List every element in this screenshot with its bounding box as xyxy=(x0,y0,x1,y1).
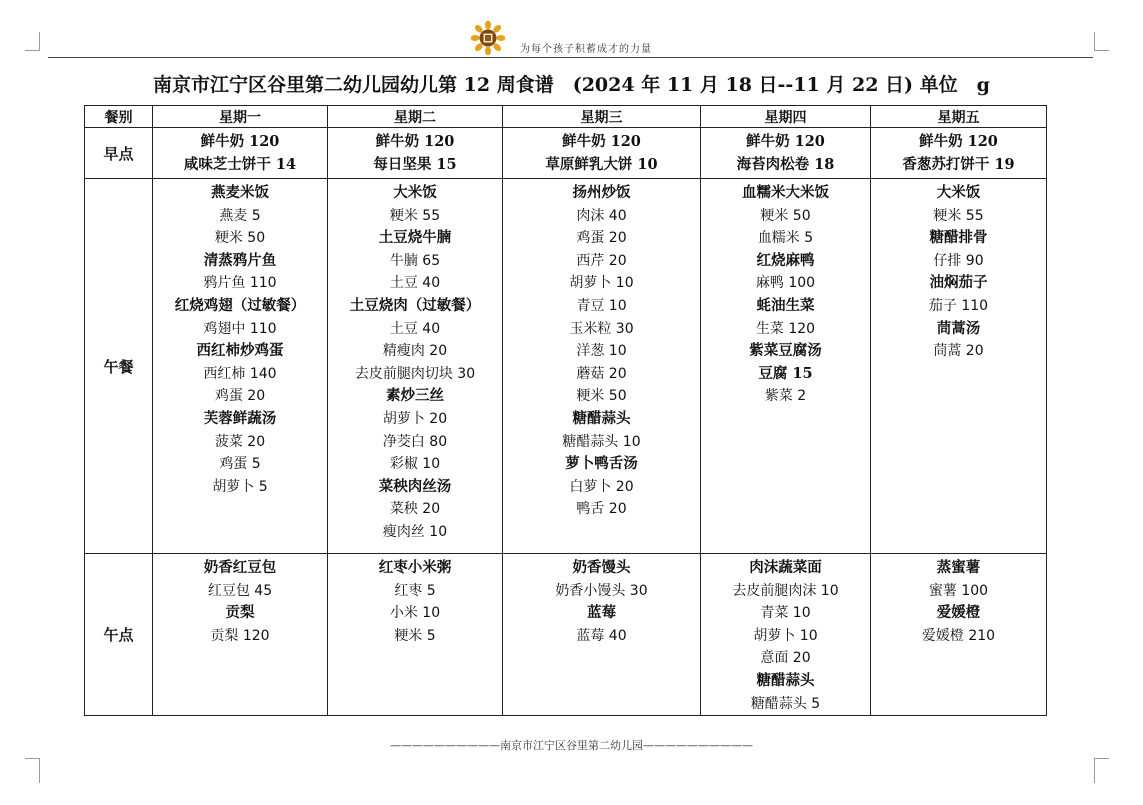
ingredient-line: 胡萝卜 5 xyxy=(212,478,268,495)
dish-name: 蓝莓 xyxy=(587,604,616,622)
cell-snack-monday xyxy=(153,554,328,716)
header-tuesday: 星期二 xyxy=(328,106,503,128)
cell-snack-friday xyxy=(871,554,1047,716)
dish-name: 清蒸鸦片鱼 xyxy=(203,251,277,269)
ingredient-line: 奶香小馒头 30 xyxy=(555,582,648,599)
dish-name: 肉沫蔬菜面 xyxy=(749,559,822,576)
dish-name: 芙蓉鲜蔬汤 xyxy=(203,409,277,427)
ingredient-line: 青豆 10 xyxy=(576,297,627,314)
dish-name: 每日坚果 15 xyxy=(373,155,457,173)
dish-name: 茼蒿汤 xyxy=(936,319,981,337)
dish-name: 扬州炒饭 xyxy=(572,184,631,201)
cell-lunch-wednesday xyxy=(503,179,701,554)
row-lunch xyxy=(85,179,1047,554)
cell-breakfast-wednesday xyxy=(503,128,701,179)
ingredient-line: 胡萝卜 20 xyxy=(382,410,448,427)
ingredient-line: 蓝莓 40 xyxy=(576,627,627,644)
ingredient-line: 糖醋蒜头 5 xyxy=(750,695,821,712)
meal-label-breakfast: 早点 xyxy=(85,128,153,179)
ingredient-line: 燕麦 5 xyxy=(219,207,261,224)
dish-name: 萝卜鸭舌汤 xyxy=(565,455,638,473)
ingredient-line: 粳米 50 xyxy=(214,230,266,247)
row-afternoon-snack xyxy=(85,554,1047,716)
ingredient-line: 麻鸭 100 xyxy=(755,275,816,292)
ingredient-line: 鸭舌 20 xyxy=(576,501,627,518)
ingredient-line: 玉米粒 30 xyxy=(569,320,634,337)
crop-mark-top-left xyxy=(25,32,40,51)
header-row xyxy=(85,106,1047,128)
dish-name: 鲜牛奶 120 xyxy=(562,133,641,150)
ingredient-line: 胡萝卜 10 xyxy=(569,275,634,292)
crop-mark-bottom-left xyxy=(25,758,40,783)
ingredient-line: 菠菜 20 xyxy=(214,433,266,450)
page-footer: ——————————南京市江宁区谷里第二幼儿园—————————— xyxy=(390,739,753,752)
ingredient-line: 西芹 20 xyxy=(576,252,627,269)
ingredient-line: 意面 20 xyxy=(760,650,811,667)
ingredient-line: 去皮前腿肉沫 10 xyxy=(732,582,839,599)
ingredient-line: 鸡翅中 110 xyxy=(203,320,277,337)
dish-name: 鲜牛奶 120 xyxy=(375,133,455,150)
ingredient-line: 仔排 90 xyxy=(933,252,984,269)
cell-lunch-friday xyxy=(871,179,1047,554)
dish-name: 菜秧肉丝汤 xyxy=(378,477,452,495)
page-title: 南京市江宁区谷里第二幼儿园幼儿第 12 周食谱 (2024 年 11 月 18 日--11 月 22 日) 单位 g xyxy=(153,74,990,96)
dish-name: 奶香馒头 xyxy=(572,559,631,576)
row-breakfast xyxy=(85,128,1047,179)
ingredient-line: 粳米 55 xyxy=(389,207,441,224)
ingredient-line: 糖醋蒜头 10 xyxy=(562,433,641,450)
dish-name: 蒸蜜薯 xyxy=(936,559,981,576)
ingredient-line: 土豆 40 xyxy=(389,320,441,337)
crop-mark-bottom-right xyxy=(1094,758,1109,783)
ingredient-line: 小米 10 xyxy=(389,605,441,622)
header-friday: 星期五 xyxy=(871,106,1047,128)
dish-name: 蚝油生菜 xyxy=(756,296,815,314)
dish-name: 燕麦米饭 xyxy=(211,184,269,201)
dish-name: 糖醋蒜头 xyxy=(756,671,815,689)
dish-name: 油焖茄子 xyxy=(929,274,988,292)
dish-name: 贡梨 xyxy=(225,604,255,622)
sunflower-logo-icon xyxy=(471,21,505,55)
dish-name: 土豆烧牛腩 xyxy=(378,229,452,247)
header-thursday: 星期四 xyxy=(701,106,871,128)
cell-snack-tuesday xyxy=(328,554,503,716)
ingredient-line: 白萝卜 20 xyxy=(569,478,634,495)
ingredient-line: 鸡蛋 20 xyxy=(214,388,266,405)
meal-label-lunch: 午餐 xyxy=(85,179,153,554)
cell-breakfast-monday xyxy=(153,128,328,179)
dish-name: 奶香红豆包 xyxy=(203,559,277,576)
ingredient-line: 净茭白 80 xyxy=(382,433,448,450)
dish-name: 糖醋排骨 xyxy=(929,229,988,247)
ingredient-line: 去皮前腿肉切块 30 xyxy=(354,365,476,382)
header-wednesday: 星期三 xyxy=(503,106,701,128)
cell-breakfast-tuesday xyxy=(328,128,503,179)
ingredient-line: 菜秧 20 xyxy=(389,501,441,518)
ingredient-line: 粳米 50 xyxy=(576,388,627,405)
dish-name: 红枣小米粥 xyxy=(378,559,452,576)
dish-name: 素炒三丝 xyxy=(386,387,444,405)
ingredient-line: 鸦片鱼 110 xyxy=(203,275,277,292)
dish-name: 土豆烧肉（过敏餐） xyxy=(349,296,481,314)
dish-name: 红烧鸡翅（过敏餐） xyxy=(174,296,306,314)
dish-name: 红烧麻鸭 xyxy=(756,251,815,269)
ingredient-line: 鸡蛋 5 xyxy=(219,456,261,473)
dish-name: 大米饭 xyxy=(936,184,981,201)
cell-lunch-monday xyxy=(153,179,328,554)
cell-snack-thursday xyxy=(701,554,871,716)
ingredient-line: 粳米 5 xyxy=(394,627,436,644)
dish-name: 鲜牛奶 120 xyxy=(919,133,998,150)
dish-name: 豆腐 15 xyxy=(758,364,813,382)
dish-name: 糖醋蒜头 xyxy=(572,409,631,427)
dish-name: 香葱苏打饼干 19 xyxy=(902,155,1015,173)
ingredient-line: 粳米 55 xyxy=(933,207,984,224)
ingredient-line: 紫菜 2 xyxy=(764,388,807,405)
header-monday: 星期一 xyxy=(153,106,328,128)
ingredient-line: 血糯米 5 xyxy=(757,230,814,247)
ingredient-line: 茼蒿 20 xyxy=(933,343,984,360)
dish-name: 鲜牛奶 120 xyxy=(746,133,825,150)
dish-name: 西红柿炒鸡蛋 xyxy=(196,342,284,360)
header-divider xyxy=(48,57,1093,58)
dish-name: 大米饭 xyxy=(393,184,437,201)
cell-breakfast-friday xyxy=(871,128,1047,179)
ingredient-line: 胡萝卜 10 xyxy=(753,627,818,644)
ingredient-line: 土豆 40 xyxy=(389,275,441,292)
header-meal-type: 餐别 xyxy=(85,106,153,128)
ingredient-line: 鸡蛋 20 xyxy=(576,230,627,247)
ingredient-line: 青菜 10 xyxy=(760,605,811,622)
dish-name: 草原鲜乳大饼 10 xyxy=(545,155,658,173)
dish-name: 鲜牛奶 120 xyxy=(200,133,280,150)
ingredient-line: 蘑菇 20 xyxy=(576,365,627,382)
ingredient-line: 精瘦肉 20 xyxy=(382,343,448,360)
ingredient-line: 牛腩 65 xyxy=(389,252,441,269)
ingredient-line: 彩椒 10 xyxy=(389,456,441,473)
ingredient-line: 肉沫 40 xyxy=(576,207,627,224)
header-slogan: 为每个孩子积蓄成才的力量 xyxy=(520,44,652,55)
ingredient-line: 贡梨 120 xyxy=(210,627,270,644)
ingredient-line: 红枣 5 xyxy=(394,582,436,599)
ingredient-line: 洋葱 10 xyxy=(576,343,627,360)
crop-mark-top-right xyxy=(1094,32,1109,51)
ingredient-line: 瘦肉丝 10 xyxy=(382,523,448,540)
cell-snack-wednesday xyxy=(503,554,701,716)
menu-table xyxy=(84,105,1047,716)
dish-name: 血糯米大米饭 xyxy=(742,184,829,201)
cell-breakfast-thursday xyxy=(701,128,871,179)
ingredient-line: 生菜 120 xyxy=(755,320,816,337)
meal-label-afternoon-snack: 午点 xyxy=(85,554,153,716)
dish-name: 紫菜豆腐汤 xyxy=(749,342,822,360)
ingredient-line: 爱媛橙 210 xyxy=(921,627,996,644)
ingredient-line: 茄子 110 xyxy=(928,297,989,314)
ingredient-line: 红豆包 45 xyxy=(207,582,273,599)
dish-name: 海苔肉松卷 18 xyxy=(736,155,835,173)
dish-name: 咸味芝士饼干 14 xyxy=(183,155,297,173)
ingredient-line: 西红柿 140 xyxy=(203,365,277,382)
ingredient-line: 粳米 50 xyxy=(760,207,811,224)
cell-lunch-thursday xyxy=(701,179,871,554)
ingredient-line: 蜜薯 100 xyxy=(928,582,989,599)
dish-name: 爱媛橙 xyxy=(936,604,981,622)
cell-lunch-tuesday xyxy=(328,179,503,554)
